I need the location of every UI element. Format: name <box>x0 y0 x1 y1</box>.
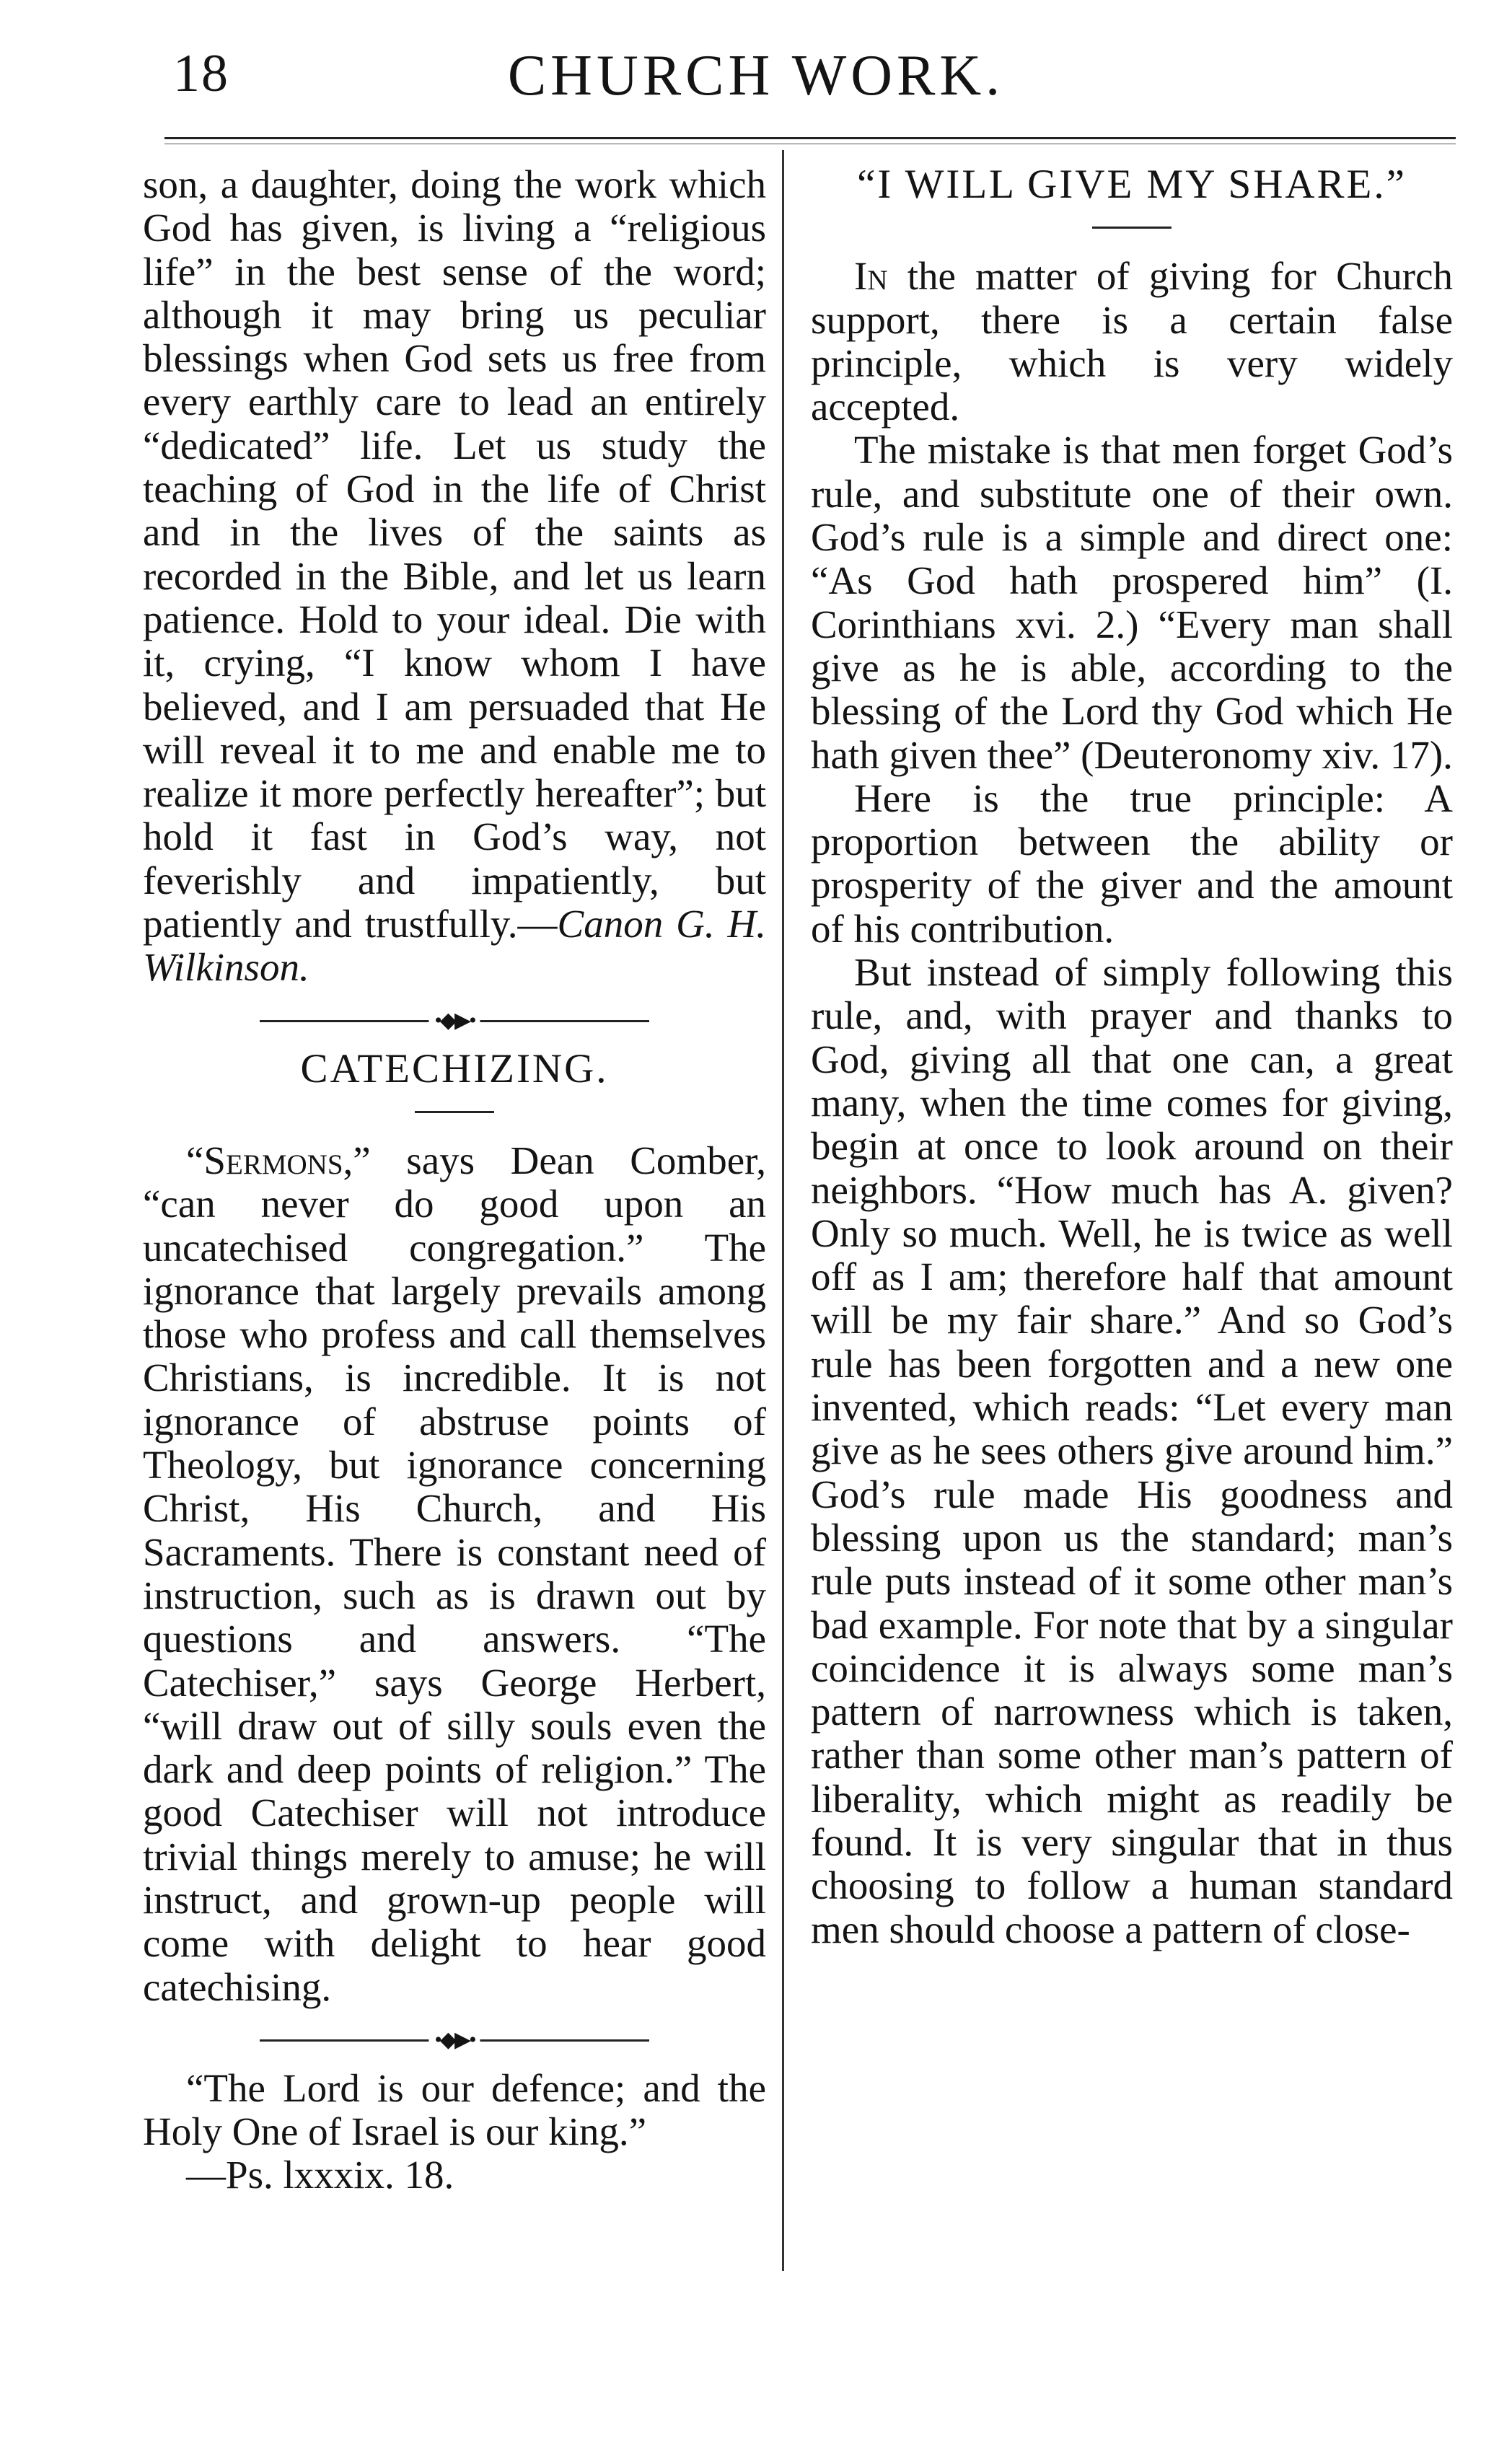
catechizing-text: says Dean Comber, “can never do good upon an uncatechised congregation.” The ignorance that largely prevails among those who profess and call themselves Christians, is incredible. It is not ignorance of abstruse points of Theology, but ignorance concerning Christ, His Church, and His Sacraments. There is constant need of instruction, such as is drawn out by questions and answers. “The Catechiser,” says George Herbert, “will draw out of silly souls even the dark and deep points of religion.” The good Catechiser will not introduce trivial things merely to amuse; he will instruct, and grown-up people will come with delight to hear good catechising. <box>143 1138 766 2009</box>
psalm-quote: “The Lord is our defence; and the Holy One of Israel is our king.” <box>143 2065 766 2154</box>
share-paragraph-3: Here is the true principle: A proportion between the ability or prosperity of the giver and the amount of his contribution. <box>811 776 1453 951</box>
catechizing-heading: CATECHIZING. <box>300 1045 609 1091</box>
share-paragraph-2: The mistake is that men forget God’s rule, and substitute one of their own. God’s rule is a simple and direct one: “As God hath prospered him” (I. Corinthians xvi. 2.) “Every man shall give as he is able, according to the blessing of the Lord thy God which He hath given thee” (Deuteronomy xiv. 17). <box>811 428 1453 777</box>
share-heading: “I WILL GIVE MY SHARE.” <box>857 162 1407 207</box>
wilkinson-paragraph <box>143 163 766 990</box>
sermons-lead: “Sermons,” <box>186 1138 371 1182</box>
header-rule <box>164 137 1456 144</box>
ornamental-rule-2 <box>260 2027 649 2052</box>
in-lead: In <box>854 254 888 299</box>
ornamental-rule <box>260 1008 649 1032</box>
short-rule-right <box>1092 227 1172 229</box>
ornament-glyph: •◆▶• <box>428 1010 480 1032</box>
column-divider <box>782 150 784 2271</box>
catechizing-paragraph <box>143 1139 766 2009</box>
right-column <box>811 163 1453 1951</box>
left-column <box>143 163 766 2197</box>
share-text-1: the matter of giving for Church support, there is a certain false principle, which is very widely accepted. <box>811 254 1453 429</box>
wilkinson-attribution: Canon G. H. Wilkinson. <box>143 902 766 990</box>
page-number: 18 <box>173 44 229 103</box>
psalm-reference: —Ps. lxxxix. 18. <box>186 2153 454 2197</box>
ornament-glyph-2: •◆▶• <box>428 2029 480 2051</box>
share-paragraph-4: But instead of simply following this rule, and, with prayer and thanks to God, giving all that one can, a great many, when the time comes for giving, begin at once to look around on their neighbors. “How much has A. given? Only so much. Well, he is twice as well off as I am; therefore half that amount will be my fair share.” And so God’s rule has been forgotten and a new one invented, which reads: “Let every man give as he sees others give around him.” God’s rule made His goodness and blessing upon us the standard; man’s rule puts instead of it some other man’s bad example. For note that by a singular coincidence it is always some man’s pattern of narrowness which is taken, rather than some other man’s pattern of liberality, which might as readily be found. It is very singular that in thus choosing to follow a human standard men should choose a pattern of close- <box>811 950 1453 1951</box>
share-paragraph-1 <box>811 255 1453 429</box>
wilkinson-text: son, a daughter, doing the work which God has given, is living a “religious life” in the best sense of the word; although it may bring us peculiar blessings when God sets us free from every earthly care to lead an entirely “dedicated” life. Let us study the teaching of God in the life of Christ and in the lives of the saints as recorded in the Bible, and let us learn patience. Hold to your ideal. Die with it, crying, “I know whom I have believed, and I am persuaded that He will reveal it to me and enable me to realize it more perfectly hereafter”; but hold it fast in God’s way, not feverishly and impatiently, but patiently and trustfully.— <box>143 162 766 946</box>
running-title: CHURCH WORK. <box>507 44 1005 107</box>
short-rule <box>415 1111 494 1113</box>
